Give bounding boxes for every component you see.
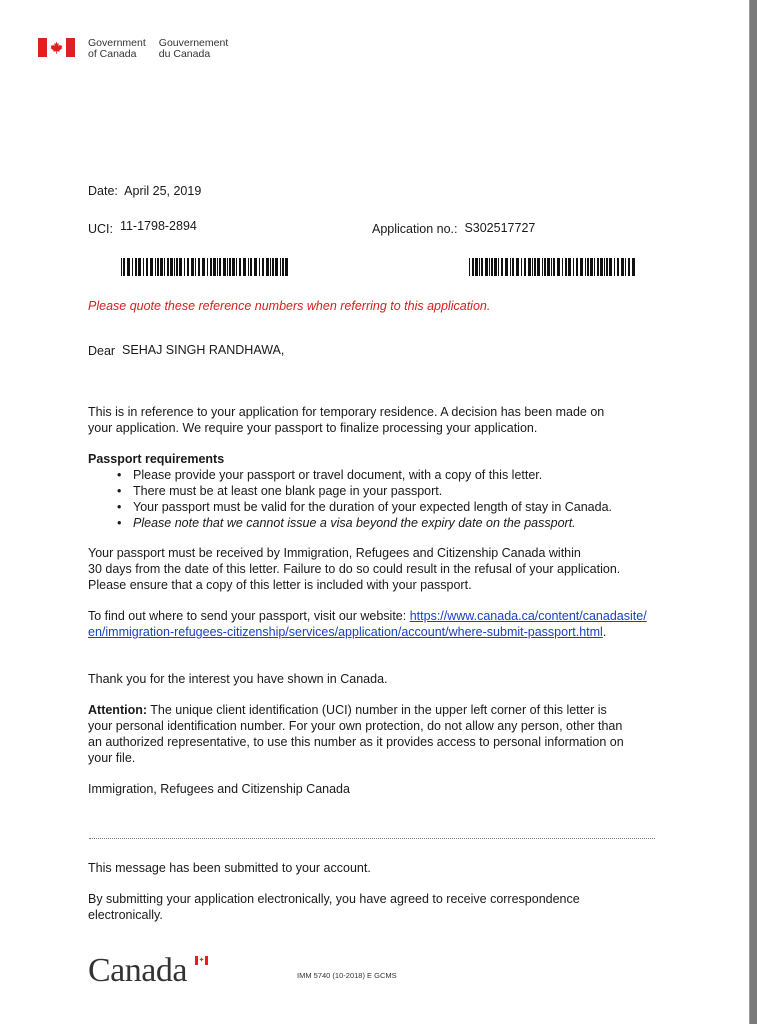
barcode-bar	[597, 258, 599, 276]
consent-line: electronically.	[88, 908, 163, 922]
barcode-bar	[213, 258, 216, 276]
barcode-bar	[562, 258, 563, 276]
barcode-bar	[262, 258, 264, 276]
barcode-bar	[585, 258, 586, 276]
barcode-bar	[164, 258, 165, 276]
barcode-bar	[121, 258, 122, 276]
barcode-bar	[272, 258, 274, 276]
attention-line: an authorized representative, to use this number as it provides access to personal information on	[88, 735, 624, 749]
barcode-bar	[285, 258, 288, 276]
passport-submission-link-cont[interactable]: en/immigration-refugees-citizenship/services/application/account/where-submit-passport.html	[88, 625, 603, 639]
barcode-bar	[198, 258, 200, 276]
barcode-bar	[604, 258, 605, 276]
barcode-bar	[275, 258, 278, 276]
barcode-bar	[472, 258, 474, 276]
deadline-line: Please ensure that a copy of this letter is included with your passport.	[88, 578, 472, 592]
barcode-bar	[155, 258, 156, 276]
uci-line	[88, 221, 197, 237]
barcode-bar	[628, 258, 630, 276]
requirement-item: • Please note that we cannot issue a visa beyond the expiry date on the passport.	[88, 515, 612, 531]
barcode-bar	[494, 258, 497, 276]
barcode-bar	[176, 258, 178, 276]
barcode-bar	[485, 258, 488, 276]
barcode-bar	[239, 258, 241, 276]
uci-label: UCI:	[88, 222, 113, 236]
barcode-bar	[229, 258, 231, 276]
barcode-bar	[170, 258, 173, 276]
application-line	[372, 221, 535, 237]
barcode-bar	[590, 258, 593, 276]
barcode-bar	[227, 258, 228, 276]
barcode-bar	[123, 258, 125, 276]
barcode-bar	[157, 258, 159, 276]
thanks-line: Thank you for the interest you have shown in Canada.	[88, 672, 388, 686]
date-label: Date:	[88, 184, 118, 198]
application-value: S302517727	[464, 221, 536, 235]
barcode-bar	[606, 258, 608, 276]
barcode-bar	[479, 258, 480, 276]
barcode-bar	[207, 258, 208, 276]
intro-paragraph	[88, 404, 604, 436]
attention-paragraph	[88, 702, 624, 766]
barcode-bar	[553, 258, 555, 276]
website-text: To find out where to send your passport, visit our website:	[88, 609, 407, 623]
barcode-bar	[544, 258, 546, 276]
barcode-bar	[146, 258, 148, 276]
barcode-bar	[617, 258, 619, 276]
barcode-bar	[259, 258, 260, 276]
deadline-line: 30 days from the date of this letter. Failure to do so could result in the refusal of your application.	[88, 562, 621, 576]
barcode-bar	[532, 258, 533, 276]
canada-flag-icon	[38, 38, 75, 57]
barcode-bar	[621, 258, 624, 276]
barcode-bar	[135, 258, 137, 276]
barcode-bar	[223, 258, 226, 276]
submitted-note: This message has been submitted to your account.	[88, 861, 371, 875]
requirements-list	[88, 467, 612, 531]
requirement-item: • There must be at least one blank page in your passport.	[88, 483, 612, 499]
barcode-bar	[280, 258, 281, 276]
barcode-bar	[524, 258, 526, 276]
wordmark-flag-icon: ✦	[195, 956, 208, 965]
barcode-bar	[534, 258, 536, 276]
barcode-bar	[202, 258, 205, 276]
barcode-bar	[191, 258, 194, 276]
barcode-bar	[587, 258, 589, 276]
barcode-bar	[195, 258, 196, 276]
period: .	[602, 625, 607, 639]
consent-line: By submitting your application electronically, you have agreed to receive correspondence	[88, 892, 580, 906]
government-of-canada-logo	[38, 38, 228, 60]
barcode-bar	[187, 258, 189, 276]
barcode-bar	[217, 258, 218, 276]
date-value: April 25, 2019	[124, 184, 202, 198]
org-name-en: Government of Canada	[88, 37, 146, 60]
barcode-bar	[576, 258, 578, 276]
barcode-bar	[491, 258, 493, 276]
application-barcode	[469, 258, 637, 276]
barcode-bar	[568, 258, 571, 276]
attention-label: Attention:	[88, 703, 148, 717]
barcode-bar	[266, 258, 269, 276]
barcode-bar	[542, 258, 543, 276]
barcode-bar	[528, 258, 531, 276]
intro-line: This is in reference to your application for temporary residence. A decision has been made on	[88, 405, 605, 419]
barcode-bar	[174, 258, 175, 276]
barcode-bar	[282, 258, 284, 276]
form-code: IMM 5740 (10-2018) E GCMS	[297, 971, 397, 980]
barcode-bar	[516, 258, 519, 276]
requirement-item: • Please provide your passport or travel document, with a copy of this letter.	[88, 467, 612, 483]
barcode-bar	[475, 258, 478, 276]
barcode-bar	[625, 258, 626, 276]
requirements-heading: Passport requirements	[88, 452, 225, 466]
barcode-bar	[232, 258, 235, 276]
barcode-bar	[512, 258, 514, 276]
salutation-line	[88, 343, 284, 359]
website-paragraph	[88, 608, 647, 640]
recipient-name: SEHAJ SINGH RANDHAWA,	[122, 343, 285, 357]
barcode-bar	[210, 258, 212, 276]
uci-barcode	[121, 258, 289, 276]
barcode-bar	[481, 258, 483, 276]
barcode-bar	[132, 258, 133, 276]
barcode-bar	[594, 258, 595, 276]
barcode-bar	[521, 258, 522, 276]
electronic-consent	[88, 891, 580, 923]
barcode-bar	[557, 258, 560, 276]
barcode-bar	[138, 258, 141, 276]
barcode-bar	[167, 258, 169, 276]
uci-value: 11-1798-2894	[119, 219, 197, 233]
barcode-bar	[489, 258, 490, 276]
barcode-bar	[270, 258, 271, 276]
barcode-bar	[510, 258, 511, 276]
barcode-bar	[469, 258, 470, 276]
divider	[89, 838, 655, 839]
barcode-bar	[551, 258, 552, 276]
deadline-paragraph	[88, 545, 620, 593]
requirement-item: • Your passport must be valid for the duration of your expected length of stay in Canada.	[88, 499, 612, 515]
attention-line: The unique client identification (UCI) number in the upper left corner of this letter is	[147, 703, 607, 717]
barcode-bar	[614, 258, 615, 276]
signature: Immigration, Refugees and Citizenship Canada	[88, 782, 350, 796]
org-name-fr: Gouvernement du Canada	[158, 37, 229, 60]
passport-submission-link[interactable]: https://www.canada.ca/content/canadasite/	[409, 609, 647, 623]
barcode-bar	[243, 258, 246, 276]
barcode-bar	[580, 258, 583, 276]
barcode-bar	[600, 258, 603, 276]
attention-line: your personal identification number. For your own protection, do not allow any person, other than	[88, 719, 623, 733]
barcode-bar	[127, 258, 130, 276]
barcode-bar	[254, 258, 257, 276]
barcode-bar	[537, 258, 540, 276]
attention-line: your file.	[88, 751, 136, 765]
barcode-bar	[248, 258, 249, 276]
barcode-bar	[179, 258, 182, 276]
barcode-bar	[501, 258, 503, 276]
barcode-bar	[250, 258, 252, 276]
barcode-bar	[150, 258, 153, 276]
barcode-bar	[160, 258, 163, 276]
salutation: Dear	[88, 344, 116, 358]
barcode-bar	[505, 258, 508, 276]
date-line	[88, 183, 201, 199]
barcode-bar	[219, 258, 221, 276]
application-label: Application no.:	[372, 222, 458, 236]
barcode-bar	[609, 258, 612, 276]
barcode-bar	[573, 258, 574, 276]
barcode-bar	[184, 258, 185, 276]
barcode-bar	[547, 258, 550, 276]
barcode-bar	[498, 258, 499, 276]
canada-wordmark: Canada	[88, 952, 187, 989]
intro-line: your application. We require your passport to finalize processing your application.	[88, 421, 538, 435]
barcode-bar	[236, 258, 237, 276]
deadline-line: Your passport must be received by Immigration, Refugees and Citizenship Canada within	[88, 546, 581, 560]
quote-reference-note: Please quote these reference numbers when referring to this application.	[88, 299, 491, 313]
barcode-bar	[632, 258, 635, 276]
page-edge	[749, 0, 757, 1024]
barcode-bar	[143, 258, 144, 276]
barcode-bar	[565, 258, 567, 276]
